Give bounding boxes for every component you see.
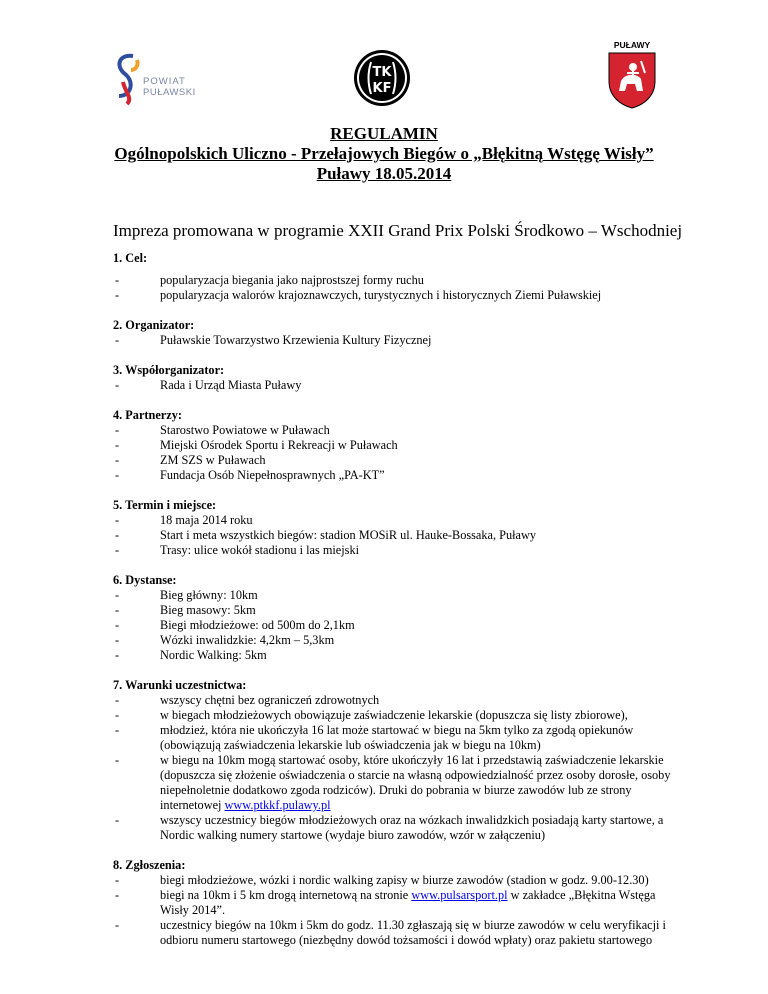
section-heading: 6. Dystanse: bbox=[113, 573, 177, 587]
list-item: - Fundacja Osób Niepełnosprawnych „PA-KT” bbox=[115, 468, 385, 482]
list-item: - biegi na 10km i 5 km drogą internetową na stronie www.pulsarsport.pl w zakładce „Błękitna Wstęga Wisły 2014”. bbox=[115, 888, 656, 917]
pulawy-crest-logo bbox=[603, 40, 661, 112]
section-organizator bbox=[113, 318, 673, 348]
list-item: - w biegach młodzieżowych obowiązuje zaświadczenie lekarskie (dopuszcza się listy zbiorowe), bbox=[115, 708, 628, 722]
section-wspolorganizator bbox=[113, 363, 673, 393]
section-cel bbox=[113, 251, 673, 303]
list-item: - Starostwo Powiatowe w Puławach bbox=[115, 423, 330, 437]
tkkf-logo bbox=[352, 48, 412, 108]
list-item: - Miejski Ośrodek Sportu i Rekreacji w Puławach bbox=[115, 438, 398, 452]
tkkf-text-bottom: KF bbox=[372, 81, 392, 96]
section-heading: 7. Warunki uczestnictwa: bbox=[113, 678, 247, 692]
section-heading: 2. Organizator: bbox=[113, 318, 195, 332]
section-heading: 5. Termin i miejsce: bbox=[113, 498, 217, 512]
tkkf-emblem-icon bbox=[352, 48, 412, 108]
tkkf-text-top: TK bbox=[372, 65, 392, 80]
list-item: - wszyscy chętni bez ograniczeń zdrowotnych bbox=[115, 693, 380, 707]
list-item: - Bieg masowy: 5km bbox=[115, 603, 256, 617]
section-heading: 1. Cel: bbox=[113, 251, 148, 265]
list-item: - Biegi młodzieżowe: od 500m do 2,1km bbox=[115, 618, 355, 632]
list-item: - ZM SZS w Puławach bbox=[115, 453, 266, 467]
section-heading: 8. Zgłoszenia: bbox=[113, 858, 186, 872]
list-item: - popularyzacja walorów krajoznawczych, turystycznych i historycznych Ziemi Puławskiej bbox=[115, 288, 602, 302]
section-termin bbox=[113, 498, 673, 558]
header-logos bbox=[0, 0, 768, 118]
pulsarsport-link[interactable]: www.pulsarsport.pl bbox=[411, 888, 508, 902]
regulations-body bbox=[113, 251, 673, 963]
list-item: - 18 maja 2014 roku bbox=[115, 513, 253, 527]
section-zgloszenia bbox=[113, 858, 673, 948]
list-item: - w biegu na 10km mogą startować osoby, które ukończyły 16 lat i przedstawią zaświadczenie lekarskie (dopuszcza się złożenie oświadczenia o starcie na własną odpowiedzialność przez osoby dorosłe, osoby niepełnoletnie dodatkowo zgoda rodziców). Druki do pobrania w biurze zawodów lub ze strony internetowej www.ptkkf.pulawy.pl bbox=[115, 753, 671, 812]
list-item: - uczestnicy biegów na 10km i 5km do godz. 11.30 zgłaszają się w biurze zawodów w celu weryfikacji i odbioru numeru startowego (niezbędny dowód tożsamości i dowód wpłaty) oraz pakietu startowego bbox=[115, 918, 666, 947]
list-item: - popularyzacja biegania jako najprostszej formy ruchu bbox=[115, 273, 424, 287]
list-item: - młodzież, która nie ukończyła 16 lat może startować w biegu na 5km tylko za zgodą opiekunów (obowiązują zaświadczenia lekarskie lub oświadczenia jak w biegu na 10km) bbox=[115, 723, 634, 752]
section-warunki bbox=[113, 678, 673, 843]
document-title bbox=[0, 124, 768, 184]
section-partnerzy bbox=[113, 408, 673, 483]
section-heading: 3. Współorganizator: bbox=[113, 363, 225, 377]
list-item: - Wózki inwalidzkie: 4,2km – 5,3km bbox=[115, 633, 335, 647]
ptkkf-link[interactable]: www.ptkkf.pulawy.pl bbox=[224, 798, 331, 812]
title-regulamin: REGULAMIN bbox=[330, 124, 438, 143]
title-event-name: Ogólnopolskich Uliczno - Przełajowych Biegów o „Błękitną Wstęgę Wisły” bbox=[114, 144, 654, 163]
pulawy-label: PUŁAWY bbox=[613, 40, 651, 50]
list-item: - Start i meta wszystkich biegów: stadion MOSiR ul. Hauke-Bossaka, Puławy bbox=[115, 528, 537, 542]
pulawski-text: PUŁAWSKI bbox=[143, 87, 196, 98]
list-item: - Trasy: ulice wokół stadionu i las miejski bbox=[115, 543, 360, 557]
promo-line: Impreza promowana w programie XXII Grand Prix Polski Środkowo – Wschodniej bbox=[113, 221, 683, 240]
section-heading: 4. Partnerzy: bbox=[113, 408, 182, 422]
list-item: - biegi młodzieżowe, wózki i nordic walking zapisy w biurze zawodów (stadion w godz. 9.00-12.30) bbox=[115, 873, 649, 887]
list-item: - Puławskie Towarzystwo Krzewienia Kultury Fizycznej bbox=[115, 333, 432, 347]
list-item: - wszyscy uczestnicy biegów młodzieżowych oraz na wózkach inwalidzkich posiadają karty startowe, a Nordic walking numery startowe (wydaje biuro zawodów, wzór w załączeniu) bbox=[115, 813, 664, 842]
coat-of-arms-icon bbox=[607, 51, 657, 109]
powiat-text: POWIAT bbox=[143, 76, 186, 87]
list-item: - Rada i Urząd Miasta Puławy bbox=[115, 378, 302, 392]
title-date: Puławy 18.05.2014 bbox=[316, 164, 452, 183]
section-dystanse bbox=[113, 573, 673, 663]
powiat-swirl-icon bbox=[113, 52, 143, 107]
list-item: - Bieg główny: 10km bbox=[115, 588, 258, 602]
powiat-pulawski-logo bbox=[113, 52, 196, 107]
list-item: - Nordic Walking: 5km bbox=[115, 648, 267, 662]
